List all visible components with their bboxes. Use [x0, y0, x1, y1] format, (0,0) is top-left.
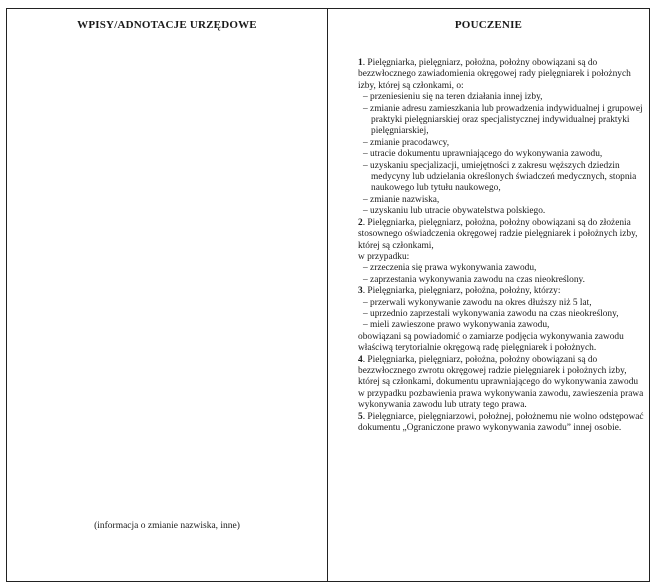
instruction-4 [358, 355, 644, 412]
instruction-4-number: 4 [358, 354, 363, 365]
instruction-2-lead: w przypadku: [358, 251, 410, 262]
instruction-2-number: 2 [358, 217, 363, 228]
official-entries-note: (informacja o zmianie nazwiska, inne) [94, 521, 240, 531]
instructions-title: POUCZENIE [454, 19, 523, 31]
instructions-column [328, 9, 649, 581]
instruction-1 [358, 58, 644, 92]
list-item: – zmianie nazwiska, [363, 194, 440, 205]
official-entries-title: WPISY/ADNOTACJE URZĘDOWE [77, 19, 257, 31]
instruction-3-intro: . Pielęgniarka, pielęgniarz, położna, położny, którzy: [362, 286, 561, 297]
instruction-5-text: . Pielęgniarce, pielęgniarzowi, położnej, położnemu nie wolno odstępować dokumentu „Ograniczone prawo wykonywania zawodu” innej osobie. [358, 411, 644, 433]
list-item: – mieli zawieszone prawo wykonywania zawodu, [363, 320, 550, 331]
list-item: – uprzednio zaprzestali wykonywania zawodu na czas nieokreślony, [363, 308, 619, 319]
list-item: – zrzeczenia się prawa wykonywania zawodu, [363, 263, 537, 274]
list-item: – uzyskaniu specjalizacji, umiejętności z zakresu węższych dziedzin medycyny lub udzielania określonych świadczeń medycznych, stopnia naukowego lub tytułu naukowego, [363, 160, 637, 194]
list-item: – zmianie pracodawcy, [363, 137, 450, 148]
list-item: – przeniesieniu się na teren działania innej izby, [363, 92, 543, 103]
instructions-body [358, 58, 644, 434]
list-item: – zmianie adresu zamieszkania lub prowadzenia indywidualnej i grupowej praktyki pielęgniarskiej oraz specjalistycznej indywidualnej praktyki pielęgniarskiej, [363, 103, 643, 137]
instruction-1-intro: . Pielęgniarka, pielęgniarz, położna, położny obowiązani są do bezzwłocznego zawiadomienia okręgowej rady pielęgniarek i położnych izby, której są członkami, o: [358, 58, 631, 91]
list-item: – przerwali wykonywanie zawodu na okres dłuższy niż 5 lat, [363, 297, 592, 308]
official-entries-column [7, 9, 327, 581]
instruction-3-outro: obowiązani są powiadomić o zamiarze podjęcia wykonywania zawodu właściwą terytorialnie okręgową radę pielęgniarek i położnych. [358, 331, 624, 354]
list-item: – uzyskaniu lub utracie obywatelstwa polskiego. [363, 206, 546, 217]
list-item: – zaprzestania wykonywania zawodu na czas nieokreślony. [363, 274, 585, 285]
instruction-2-intro: . Pielęgniarka, pielęgniarz, położna, położny obowiązani są do złożenia stosownego oświadczenia okręgowej radzie pielęgniarek i położnych izby, której są członkami, [358, 217, 638, 251]
instruction-4-text: . Pielęgniarka, pielęgniarz, położna, położny obowiązani są do bezzwłocznego zwrotu okręgowej radzie pielęgniarek i położnych izby, której są członkami, dokumentu uprawniającego do wykonywania zawodu w przypadku pozbawienia prawa wykonywania zawodu, zawieszenia prawa wykonywania zawodu lub utraty tego prawa. [358, 354, 644, 411]
instruction-2 [358, 218, 644, 252]
instruction-5-number: 5 [358, 411, 363, 422]
list-item: – utracie dokumentu uprawniającego do wykonywania zawodu, [363, 149, 603, 160]
document-sheet [6, 8, 650, 582]
instruction-3 [358, 286, 644, 297]
instruction-5 [358, 412, 644, 435]
instruction-3-number: 3 [358, 286, 363, 297]
instruction-1-number: 1 [358, 58, 363, 68]
